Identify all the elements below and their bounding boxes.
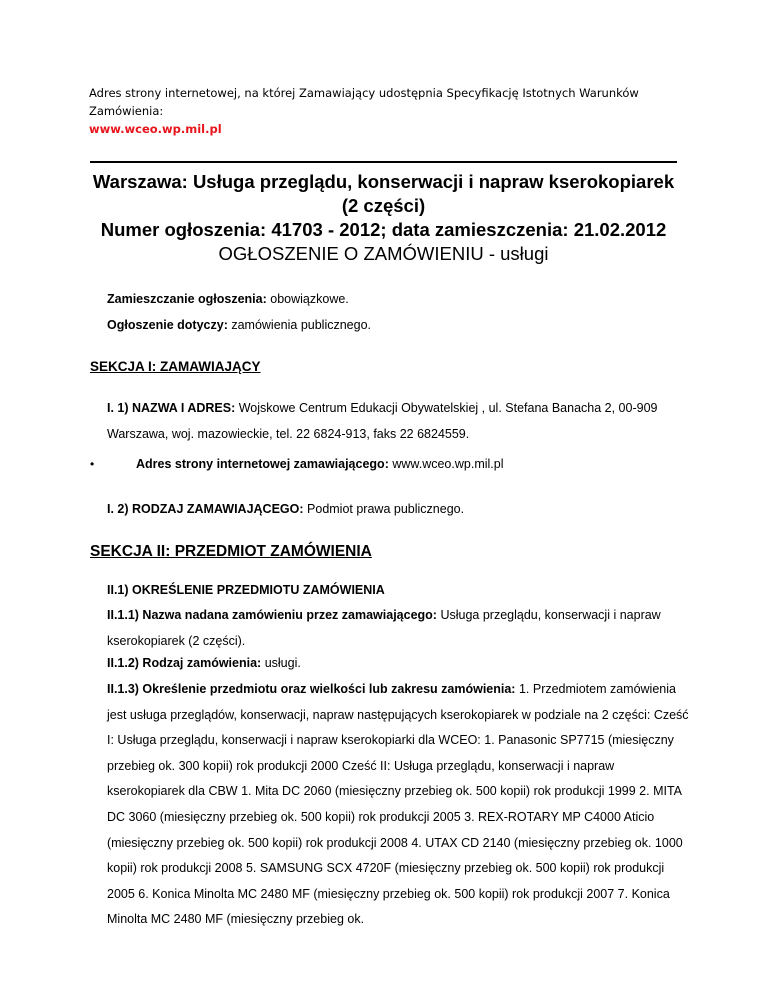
address-label: I. 1) NAZWA I ADRES: [107, 401, 236, 415]
title-line-2: (2 części) [341, 195, 426, 216]
concerns-info [107, 318, 371, 332]
notice-header [90, 170, 677, 266]
order-scope-value: 1. Przedmiotem zamówienia jest usługa przeglądów, konserwacji, napraw następujących kserokopiarek w podziale na 2 części: Cześć I: Usługa przeglądu, konserwacji i napraw kserokopiarki dla WCEO: 1. Panasonic SP7715 (miesięczny przebieg ok. 300 kopii) rok produkcji 2000 Cześć II: Usługa przeglądu, konserwacji i napraw kserokopiarek dla CBW 1. Mita DC 2060 (miesięczny przebieg ok. 500 kopii) rok produkcji 1999 2. MITA DC 3060 (miesięczny przebieg ok. 500 kopii) rok produkcji 2005 3. REX-ROTARY MP C4000 Aticio (miesięczny przebieg ok. 500 kopii) rok produkcji 2008 4. UTAX CD 2140 (miesięczny przebieg ok. 1000 kopii) rok produkcji 2008 5. SAMSUNG SCX 4720F (miesięczny przebieg ok. 500 kopii) rok produkcji 2005 6. Konica Minolta MC 2480 MF (miesięczny przebieg ok. 500 kopii) rok produkcji 2007 7. Konica Minolta MC 2480 MF (miesięczny przebieg ok. [107, 682, 689, 927]
order-name [107, 603, 692, 654]
siwz-intro [89, 84, 669, 138]
posting-info [107, 292, 349, 306]
website-value: www.wceo.wp.mil.pl [392, 457, 504, 471]
notice-type: OGŁOSZENIE O ZAMÓWIENIU - usługi [218, 243, 549, 264]
website-line [136, 457, 503, 471]
authority-type-label: I. 2) RODZAJ ZAMAWIAJĄCEGO: [107, 502, 304, 516]
order-kind-label: II.1.2) Rodzaj zamówienia: [107, 656, 262, 670]
order-name-value: Usługa przeglądu, konserwacji i napraw kserokopiarek (2 części). [107, 608, 661, 648]
order-scope-label: II.1.3) Określenie przedmiotu oraz wielkości lub zakresu zamówienia: [107, 682, 516, 696]
concerns-value: zamówienia publicznego. [231, 318, 372, 332]
authority-type [107, 502, 464, 516]
order-name-label: II.1.1) Nazwa nadana zamówieniu przez zamawiającego: [107, 608, 437, 622]
contracting-authority-address [107, 396, 692, 447]
authority-type-value: Podmiot prawa publicznego. [307, 502, 465, 516]
website-label: Adres strony internetowej zamawiającego: [136, 457, 389, 471]
horizontal-divider [90, 161, 677, 163]
title-line-1: Warszawa: Usługa przeglądu, konserwacji i napraw kserokopiarek [92, 171, 675, 192]
address-value: Wojskowe Centrum Edukacji Obywatelskiej , ul. Stefana Banacha 2, 00-909 Warszawa, woj. mazowieckie, tel. 22 6824-913, faks 22 6824559. [107, 401, 658, 441]
notice-number: Numer ogłoszenia: 41703 - 2012; data zamieszczenia: 21.02.2012 [100, 219, 667, 240]
order-kind-value: usługi. [264, 656, 301, 670]
section-2-heading: SEKCJA II: PRZEDMIOT ZAMÓWIENIA [90, 543, 372, 560]
posting-label: Zamieszczanie ogłoszenia: [107, 292, 267, 306]
posting-value: obowiązkowe. [270, 292, 349, 306]
concerns-label: Ogłoszenie dotyczy: [107, 318, 228, 332]
subject-subheading: II.1) OKREŚLENIE PRZEDMIOTU ZAMÓWIENIA [107, 583, 385, 597]
order-scope [107, 677, 692, 933]
section-1-heading: SEKCJA I: ZAMAWIAJĄCY [90, 359, 261, 374]
bullet-icon: • [90, 457, 95, 471]
siwz-url-link[interactable]: www.wceo.wp.mil.pl [89, 122, 222, 136]
intro-text: Adres strony internetowej, na której Zamawiający udostępnia Specyfikację Istotnych Warunków Zamówienia: [89, 86, 639, 118]
order-kind [107, 656, 301, 670]
